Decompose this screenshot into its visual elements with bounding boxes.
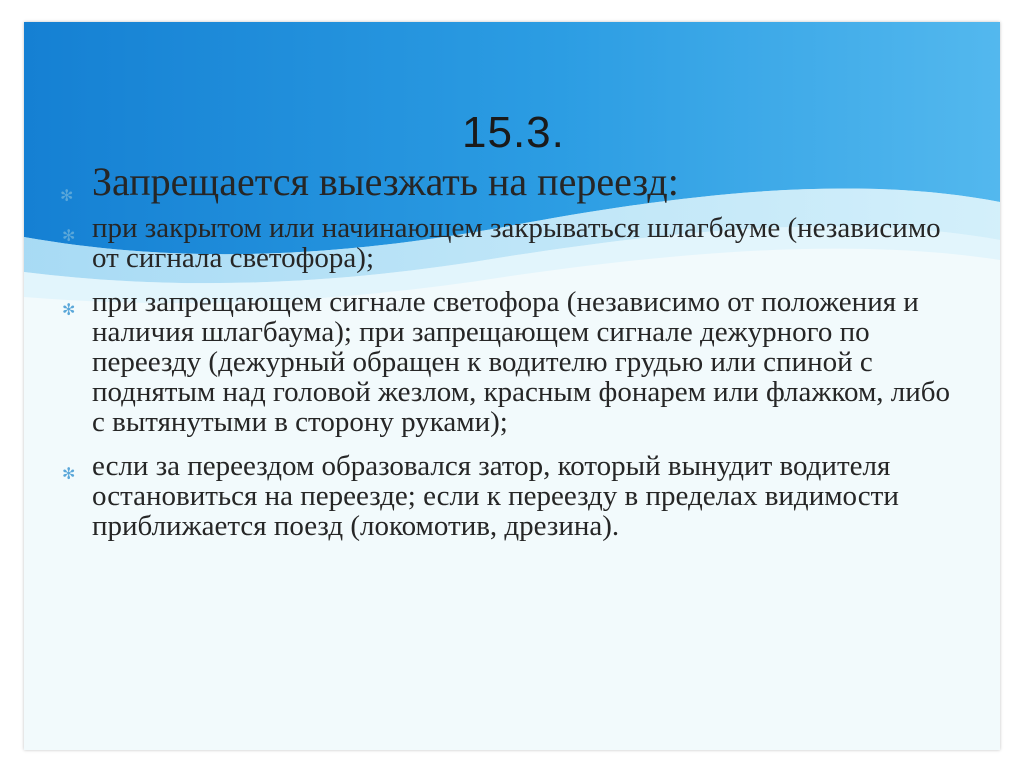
list-item (56, 287, 956, 437)
asterisk-icon: ✻ (62, 464, 76, 483)
bullet-list (56, 159, 956, 555)
list-item-text: при запрещающем сигнале светофора (независимо от положения и наличия шлагбаума); при запрещающем сигнале дежурного по переезду (дежурный обращен к водителю грудью или спиной с поднятым над головой жезлом, красным фонарем или флажком, либо с вытянутыми в сторону руками); (92, 286, 951, 438)
list-item (56, 213, 956, 273)
list-item-heading (56, 159, 956, 205)
list-item-text: при закрытом или начинающем закрываться шлагбауме (независимо от сигнала светофора); (92, 212, 941, 274)
slide (24, 22, 1000, 750)
list-item (56, 451, 956, 541)
slide-title: 15.3. (462, 108, 565, 157)
asterisk-icon: ✻ (62, 226, 76, 245)
heading-text: Запрещается выезжать на переезд: (92, 159, 679, 204)
list-item-text: если за переездом образовался затор, который вынудит водителя остановиться на переезде; если к переезду в пределах видимости приближается поезд (локомотив, дрезина). (92, 450, 899, 542)
asterisk-icon: ✻ (62, 300, 76, 319)
asterisk-icon: ✻ (60, 186, 74, 205)
